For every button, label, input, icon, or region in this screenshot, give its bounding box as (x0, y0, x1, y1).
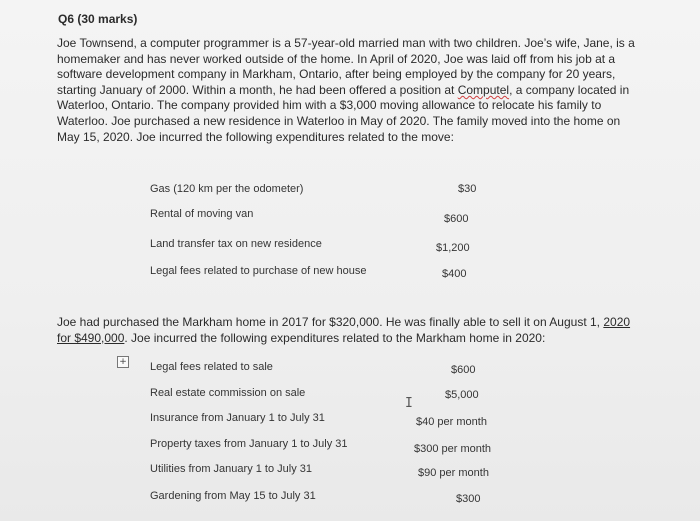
expense-amount: $400 (442, 268, 467, 280)
scenario-paragraph (57, 36, 635, 145)
expense-label: Utilities from January 1 to July 31 (150, 463, 313, 475)
expense-amount: $300 per month (414, 443, 492, 455)
expense-label: Legal fees related to sale (150, 361, 273, 373)
question-title: Q6 (30 marks) (58, 12, 138, 26)
expense-amount: $30 (458, 183, 477, 195)
expense-amount: $5,000 (445, 389, 479, 401)
expense-amount: $300 (456, 493, 481, 505)
expense-label: Property taxes from January 1 to July 31 (150, 438, 348, 450)
home-sale-text-1: Joe had purchased the Markham home in 2017 for $320,000. He was finally able to sell it on August 1, (57, 315, 604, 329)
company-name-misspelled[interactable]: Computel (457, 82, 510, 97)
expense-label: Gardening from May 15 to July 31 (150, 490, 316, 502)
expense-label: Gas (120 km per the odometer) (150, 183, 304, 195)
expense-amount: $40 per month (416, 416, 487, 428)
expense-amount: $90 per month (418, 467, 489, 479)
expense-label: Real estate commission on sale (150, 387, 306, 399)
home-sale-paragraph (57, 315, 635, 346)
move-handle-icon[interactable]: + (117, 356, 129, 368)
expense-label: Rental of moving van (150, 208, 254, 220)
sale-price-underlined: 2020 for $490,000 (57, 315, 631, 345)
expense-label: Land transfer tax on new residence (150, 238, 322, 250)
home-sale-text-2: . Joe incurred the following expenditures related to the Markham home in 2020: (124, 330, 546, 345)
expense-label: Insurance from January 1 to July 31 (150, 412, 325, 424)
expense-label: Legal fees related to purchase of new house (150, 265, 367, 277)
text-cursor-icon: I (405, 396, 413, 411)
scenario-text-2: , a company located in Waterloo, Ontario. The company provided him with a $3,000 moving allowance to relocate his family to Waterloo. Joe purchased a new residence in Waterloo in May of 2020. The family moved into the home on May 15, 2020. Joe incurred the following expenditures related to the move: (57, 82, 630, 144)
expense-amount: $1,200 (436, 242, 470, 254)
expense-amount: $600 (444, 213, 469, 225)
expense-amount: $600 (451, 364, 476, 376)
scenario-text-1: Joe Townsend, a computer programmer is a 57-year-old married man with two children. Joe’s wife, Jane, is a homemaker and has never worked outside of the home. In April of 2020, Joe was laid off from his job at a software development company in Markham, Ontario, after being employed by the company for 20 years, starting January of 2000. Within a month, he had been offered a position at (57, 36, 635, 97)
